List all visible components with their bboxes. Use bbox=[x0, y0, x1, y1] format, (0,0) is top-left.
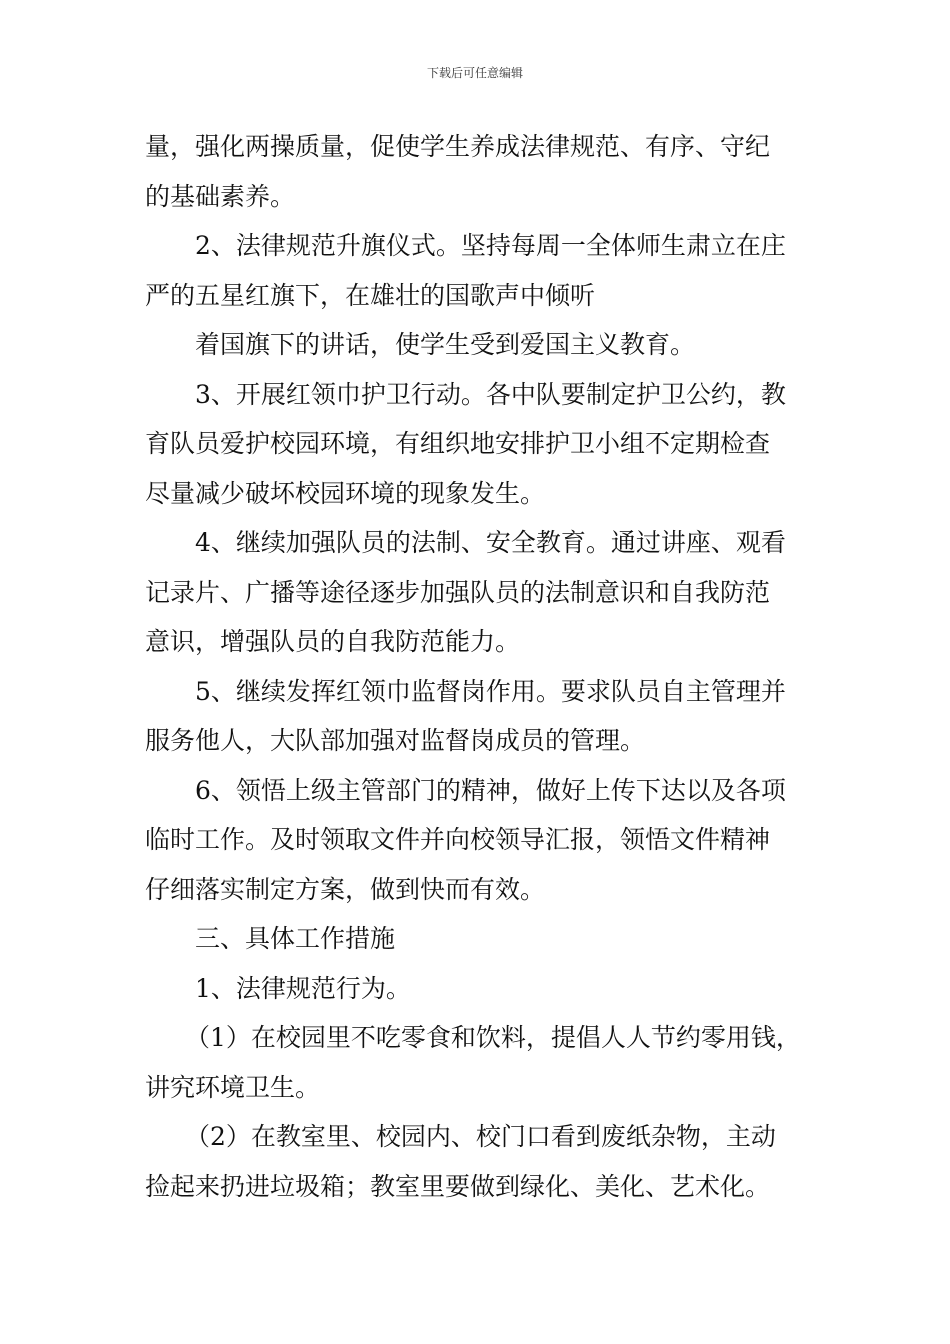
text-line: 讲究环境卫生。 bbox=[145, 1072, 321, 1102]
text-line: 育队员爱护校园环境，有组织地安排护卫小组不定期检查 bbox=[145, 429, 771, 458]
text-line: （1）在校园里不吃零食和饮料，提倡人人节约零用钱， bbox=[185, 1023, 801, 1052]
text-line: 5、继续发挥红领巾监督岗作用。要求队员自主管理并 bbox=[195, 676, 786, 706]
text-line: 临时工作。及时领取文件并向校领导汇报，领悟文件精神 bbox=[145, 825, 771, 854]
document-body bbox=[145, 122, 815, 1211]
text-line: 量，强化两操质量，促使学生养成法律规范、有序、守纪 bbox=[145, 132, 771, 161]
text-line: 服务他人，大队部加强对监督岗成员的管理。 bbox=[145, 726, 646, 755]
page-header: 下载后可任意编辑 bbox=[426, 66, 523, 80]
text-line: 仔细落实制定方案，做到快而有效。 bbox=[145, 874, 546, 904]
text-line: 记录片、广播等途径逐步加强队员的法制意识和自我防范 bbox=[145, 577, 771, 607]
text-line: 捡起来扔进垃圾箱；教室里要做到绿化、美化、艺术化。 bbox=[145, 1171, 771, 1201]
text-line: （2）在教室里、校园内、校门口看到废纸杂物，主动 bbox=[185, 1122, 776, 1151]
text-line: 意识，增强队员的自我防范能力。 bbox=[145, 627, 521, 656]
text-line: 6、领悟上级主管部门的精神，做好上传下达以及各项 bbox=[195, 775, 786, 805]
text-line: 4、继续加强队员的法制、安全教育。通过讲座、观看 bbox=[195, 528, 786, 557]
text-line: 尽量减少破坏校园环境的现象发生。 bbox=[145, 478, 546, 508]
section-heading: 三、具体工作措施 bbox=[195, 924, 396, 953]
text-line: 严的五星红旗下，在雄壮的国歌声中倾听 bbox=[145, 280, 596, 310]
text-line: 3、开展红领巾护卫行动。各中队要制定护卫公约，教 bbox=[195, 379, 786, 409]
text-line: 着国旗下的讲话，使学生受到爱国主义教育。 bbox=[195, 330, 696, 359]
text-line: 2、法律规范升旗仪式。坚持每周一全体师生肃立在庄 bbox=[195, 231, 786, 260]
text-line: 1、法律规范行为。 bbox=[195, 973, 411, 1003]
text-line: 的基础素养。 bbox=[145, 181, 296, 211]
